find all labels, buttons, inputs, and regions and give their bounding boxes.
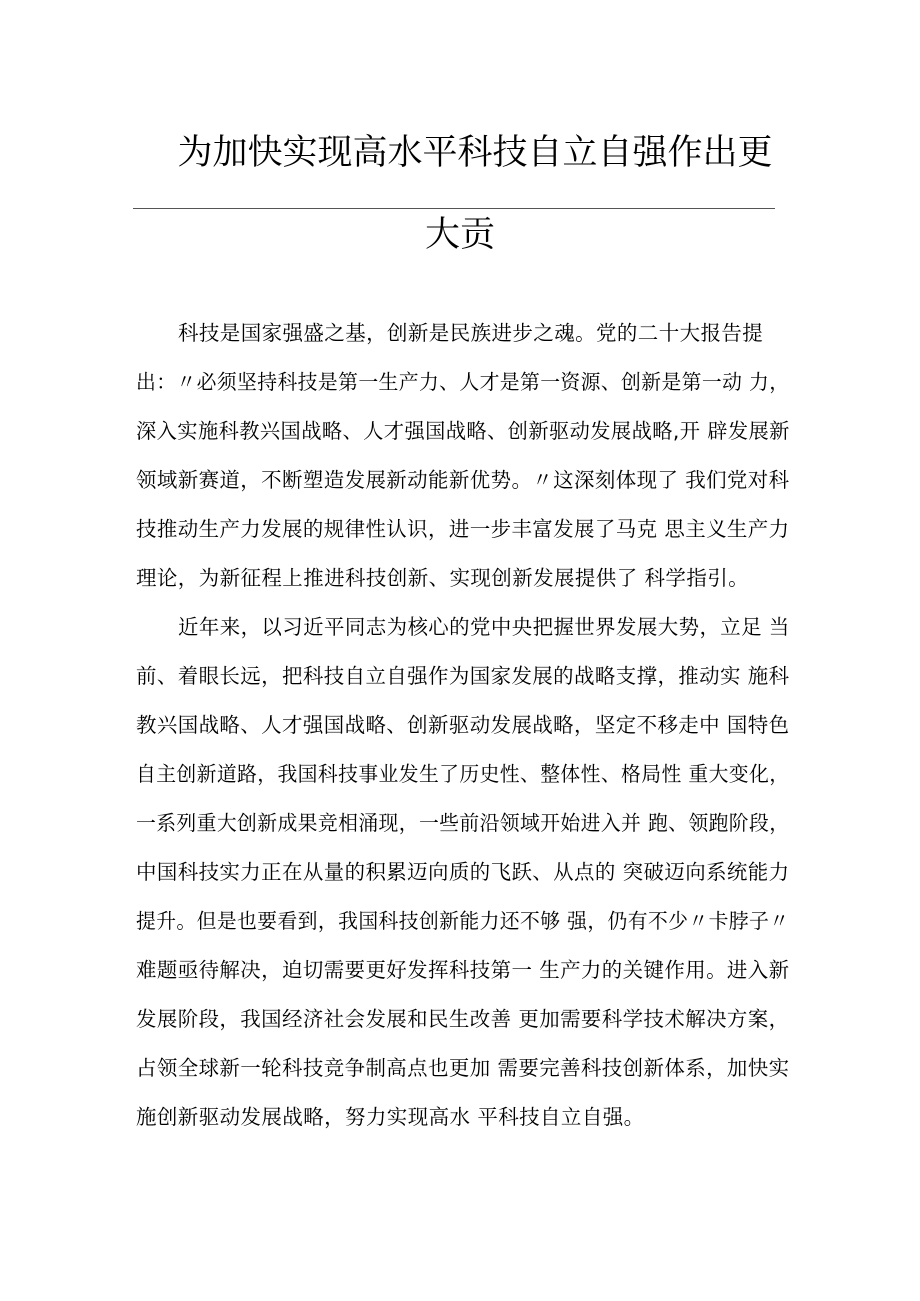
paragraph-line: 占领全球新一轮科技竞争制高点也更加 需要完善科技创新体系，加快实	[136, 1056, 790, 1080]
paragraph-line: 深入实施科教兴国战略、人才强国战略、创新驱动发展战略,开 辟发展新	[136, 419, 790, 443]
title-divider	[133, 208, 775, 209]
paragraph-line: 难题亟待解决，迫切需要更好发挥科技第一 生产力的关键作用。进入新	[136, 958, 790, 982]
paragraph-line: 科技是国家强盛之基，创新是民族进步之魂。党的二十大报告提	[178, 321, 764, 345]
paragraph-line: 教兴国战略、人才强国战略、创新驱动发展战略，坚定不移走中 国特色	[136, 713, 790, 737]
paragraph-line: 技推动生产力发展的规律性认识，进一步丰富发展了马克 思主义生产力	[136, 517, 790, 541]
document-title-line-1: 为加快实现高水平科技自立自强作出更	[177, 133, 773, 173]
paragraph-line: 近年来，以习近平同志为核心的党中央把握世界发展大势，立足 当	[178, 615, 790, 639]
paragraph-line: 前、着眼长远，把科技自立自强作为国家发展的战略支撑，推动实 施科	[136, 664, 790, 688]
paragraph-line: 发展阶段，我国经济社会发展和民生改善 更加需要科学技术解决方案，	[136, 1007, 790, 1031]
paragraph-line: 一系列重大创新成果竞相涌现，一些前沿领域开始进入并 跑、领跑阶段，	[136, 811, 790, 835]
paragraph-line: 领域新赛道，不断塑造发展新动能新优势。〃这深刻体现了 我们党对科	[136, 468, 790, 492]
document-title-line-2: 大贡	[424, 215, 495, 255]
paragraph-line: 自主创新道路，我国科技事业发生了历史性、整体性、格局性 重大变化，	[136, 762, 790, 786]
paragraph-line: 理论，为新征程上推进科技创新、实现创新发展提供了 科学指引。	[136, 566, 750, 590]
paragraph-line: 中国科技实力正在从量的积累迈向质的飞跃、从点的 突破迈向系统能力	[136, 860, 790, 884]
paragraph-line: 提升。但是也要看到，我国科技创新能力还不够 强，仍有不少〃卡脖子〃	[136, 909, 790, 933]
paragraph-line: 出：〃必须坚持科技是第一生产力、人才是第一资源、创新是第一动 力，	[136, 370, 790, 394]
paragraph-line: 施创新驱动发展战略，努力实现高水 平科技自立自强。	[136, 1105, 645, 1129]
